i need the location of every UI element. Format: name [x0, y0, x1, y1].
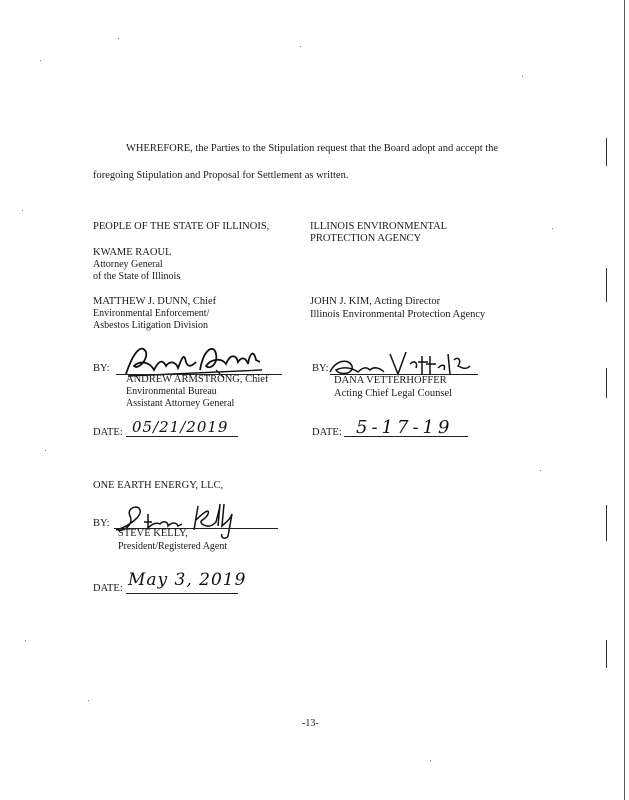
scan-edge-mark [624, 0, 625, 800]
left-by-label: BY: [93, 363, 110, 374]
party-name-iepa-2: PROTECTION AGENCY [310, 233, 422, 244]
scan-speck [522, 76, 523, 77]
scan-edge-mark [606, 640, 607, 668]
scan-edge-mark [606, 505, 607, 541]
left-date-line [126, 436, 238, 437]
chief-division-2: Asbestos Litigation Division [93, 320, 208, 331]
party-name-iepa-1: ILLINOIS ENVIRONMENTAL [310, 221, 448, 232]
scan-edge-mark [606, 138, 607, 166]
chief-division-1: Environmental Enforcement/ [93, 308, 210, 319]
scan-speck [118, 38, 119, 39]
scan-speck [300, 46, 301, 47]
chief-name: MATTHEW J. DUNN, Chief [93, 296, 217, 307]
paragraph-line-2: foregoing Stipulation and Proposal for Settlement as written. [93, 170, 349, 181]
paragraph-line-1: WHEREFORE, the Parties to the Stipulation request that the Board adopt and accept the [126, 143, 499, 154]
scan-speck [430, 760, 431, 761]
scan-speck [45, 450, 46, 451]
scan-edge-mark [606, 268, 607, 302]
scan-speck [552, 228, 553, 229]
kelly-title: President/Registered Agent [118, 541, 228, 552]
scan-speck [40, 60, 41, 61]
scan-edge-mark [606, 368, 607, 398]
right-date-value: 5-17-19 [356, 417, 454, 438]
party-name-one-earth: ONE EARTH ENERGY, LLC, [93, 480, 224, 491]
page-number: -13- [302, 718, 319, 729]
right-date-label: DATE: [312, 427, 342, 438]
attorney-general-name: KWAME RAOUL [93, 247, 172, 258]
iepa-director: JOHN J. KIM, Acting Director [310, 296, 441, 307]
left-date-label: DATE: [93, 427, 123, 438]
party-name-people: PEOPLE OF THE STATE OF ILLINOIS, [93, 221, 270, 232]
scan-speck [88, 700, 89, 701]
kelly-name: STEVE KELLY, [118, 528, 188, 539]
scan-speck [540, 470, 541, 471]
kelly-date-line [126, 593, 238, 594]
armstrong-title-2: Assistant Attorney General [126, 398, 235, 409]
scan-speck [22, 210, 23, 211]
kelly-by-label: BY: [93, 518, 110, 529]
scan-speck [25, 640, 26, 641]
attorney-general-of: of the State of Illinois [93, 271, 181, 282]
vetterhoffer-title: Acting Chief Legal Counsel [334, 388, 453, 399]
vetterhoffer-name: DANA VETTERHOFFER [334, 375, 447, 386]
armstrong-title-1: Environmental Bureau [126, 386, 217, 397]
left-date-value: 05/21/2019 [132, 418, 229, 436]
right-by-label: BY: [312, 363, 329, 374]
armstrong-name: ANDREW ARMSTRONG, Chief [126, 374, 269, 385]
attorney-general-title: Attorney General [93, 259, 163, 270]
kelly-date-label: DATE: [93, 583, 123, 594]
kelly-date-value: May 3, 2019 [128, 570, 247, 590]
right-date-line [344, 436, 468, 437]
iepa-agency: Illinois Environmental Protection Agency [310, 309, 486, 320]
